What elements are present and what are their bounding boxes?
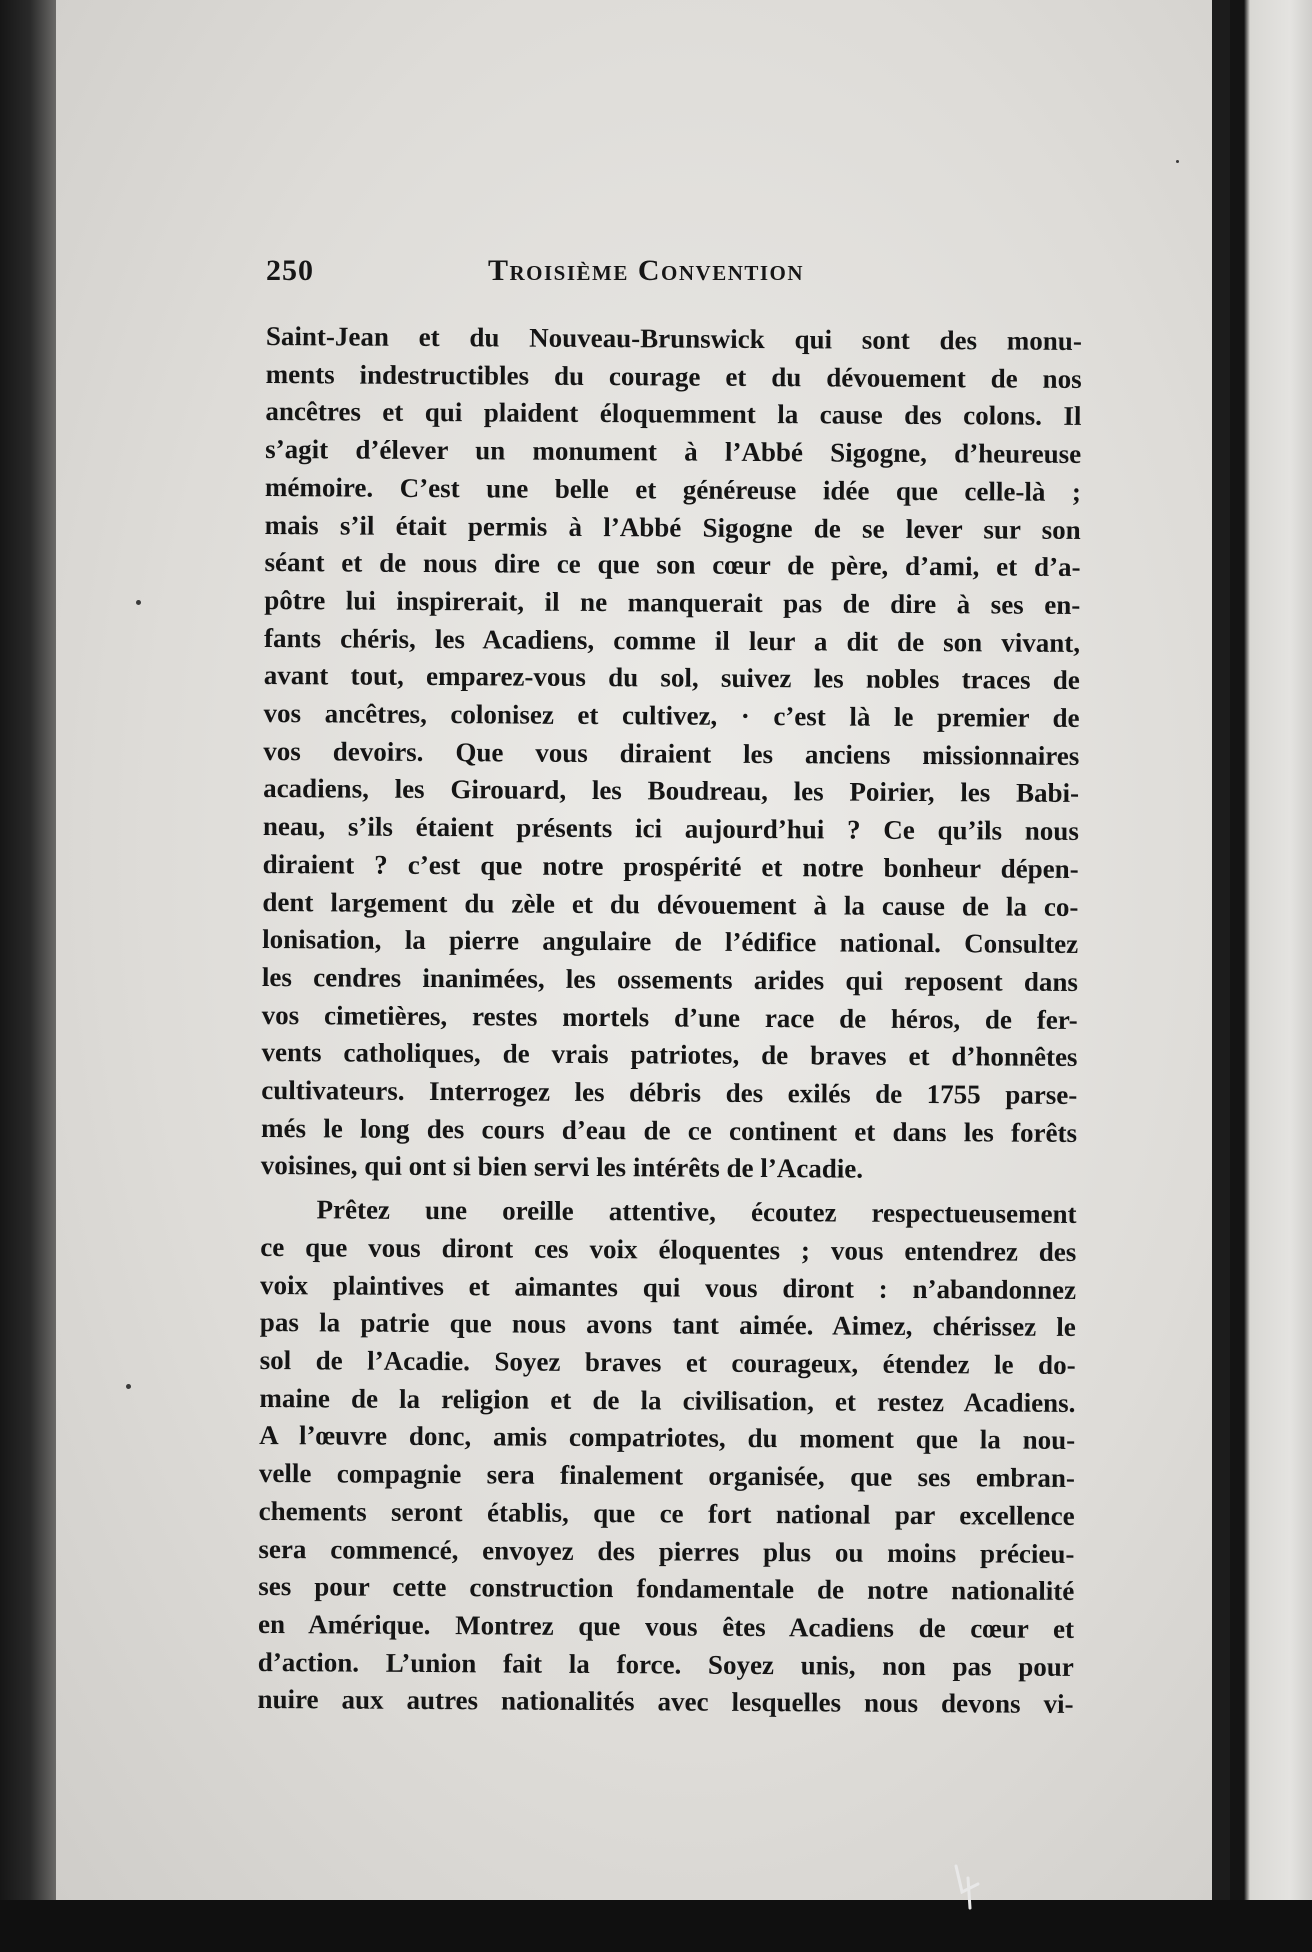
text-line: séant et de nous dire ce que son cœur de père, d’ami, et d’a- <box>264 547 1081 583</box>
text-line: sera commencé, envoyez des pierres plus ou moins précieu- <box>258 1533 1075 1569</box>
text-line: fants chéris, les Acadiens, comme il leur a dit de son vivant, <box>263 622 1081 658</box>
text-line: mémoire. C’est une belle et généreuse idée que celle-là ; <box>264 471 1082 507</box>
text-line: Saint-Jean et du Nouveau-Brunswick qui sont des monu- <box>265 320 1082 356</box>
text-line: cultivateurs. Interrogez les débris des exilés de 1755 parse- <box>261 1075 1078 1111</box>
paragraph-2 <box>257 1191 1076 1724</box>
scan-speck <box>136 600 141 605</box>
text-line: en Amérique. Montrez que vous êtes Acadiens de cœur et <box>257 1608 1075 1644</box>
text-line: acadiens, les Girouard, les Boudreau, les Poirier, les Babi- <box>263 773 1080 809</box>
paragraph-1 <box>261 318 1082 1190</box>
text-line: ce que vous diront ces voix éloquentes ; vous entendrez des <box>260 1231 1077 1267</box>
text-line: voix plaintives et aimantes qui vous diront : n’abandonnez <box>260 1269 1077 1305</box>
text-line: A l’œuvre donc, amis compatriotes, du moment que la nou- <box>259 1420 1076 1456</box>
text-line: velle compagnie sera finalement organisée, que ses embran- <box>258 1458 1076 1494</box>
text-line: voisines, qui ont si bien servi les intérêts de l’Acadie. <box>260 1150 864 1185</box>
handwritten-mark <box>948 1862 988 1910</box>
text-line: pôtre lui inspirerait, il ne manquerait pas de dire à ses en- <box>264 584 1081 620</box>
text-line: neau, s’ils étaient présents ici aujourd’hui ? Ce qu’ils nous <box>262 811 1079 847</box>
text-line: vos devoirs. Que vous diraient les anciens missionnaires <box>263 735 1080 771</box>
text-line: sol de l’Acadie. Soyez braves et courageux, étendez le do- <box>259 1344 1076 1380</box>
text-line: mais s’il était permis à l’Abbé Sigogne de se lever sur son <box>264 509 1081 545</box>
page-header <box>266 254 1066 294</box>
text-line: les cendres inanimées, les ossements arides qui reposent dans <box>261 961 1079 997</box>
text-line: més le long des cours d’eau de ce continent et dans les forêts <box>260 1112 1078 1148</box>
scan-left-edge <box>0 0 56 1952</box>
text-line: pas la patrie que nous avons tant aimée. Aimez, chérissez le <box>259 1307 1076 1343</box>
text-line: dent largement du zèle et du dévouement à la cause de la co- <box>262 886 1079 922</box>
text-line: maine de la religion et de la civilisation, et restez Acadiens. <box>259 1382 1076 1418</box>
scan-speck <box>126 1384 131 1389</box>
text-line: lonisation, la pierre angulaire de l’édifice national. Consultez <box>262 924 1079 960</box>
text-line: chements seront établis, que ce fort national par excellence <box>258 1495 1075 1531</box>
text-line: nuire aux autres nationalités avec lesquelles nous devons vi- <box>257 1684 1074 1720</box>
text-line: ments indestructibles du courage et du dévouement de nos <box>265 358 1082 394</box>
text-line: d’action. L’union fait la force. Soyez unis, non pas pour <box>257 1646 1074 1682</box>
scan-bottom-edge <box>0 1900 1312 1952</box>
page-number: 250 <box>266 254 314 287</box>
text-line: ses pour cette construction fondamentale de notre nationalité <box>258 1571 1075 1607</box>
text-line: ancêtres et qui plaident éloquemment la cause des colons. Il <box>265 396 1082 432</box>
text-line: vents catholiques, de vrais patriotes, de braves et d’honnêtes <box>261 1037 1078 1073</box>
text-line: diraient ? c’est que notre prospérité et notre bonheur dépen- <box>262 848 1079 884</box>
scan-speck <box>1176 160 1179 163</box>
text-line: s’agit d’élever un monument à l’Abbé Sigogne, d’heureuse <box>265 434 1082 470</box>
running-title: Troisième Convention <box>488 254 805 287</box>
text-line: Prêtez une oreille attentive, écoutez respectueusement <box>316 1194 1077 1230</box>
text-line: avant tout, emparez-vous du sol, suivez les nobles traces de <box>263 660 1080 696</box>
text-line: vos cimetières, restes mortels d’une race de héros, de fer- <box>261 999 1078 1035</box>
adjacent-page-edge <box>1230 0 1312 1952</box>
body-text <box>257 318 1082 1724</box>
text-line: vos ancêtres, colonisez et cultivez, · c’est là le premier de <box>263 698 1080 734</box>
